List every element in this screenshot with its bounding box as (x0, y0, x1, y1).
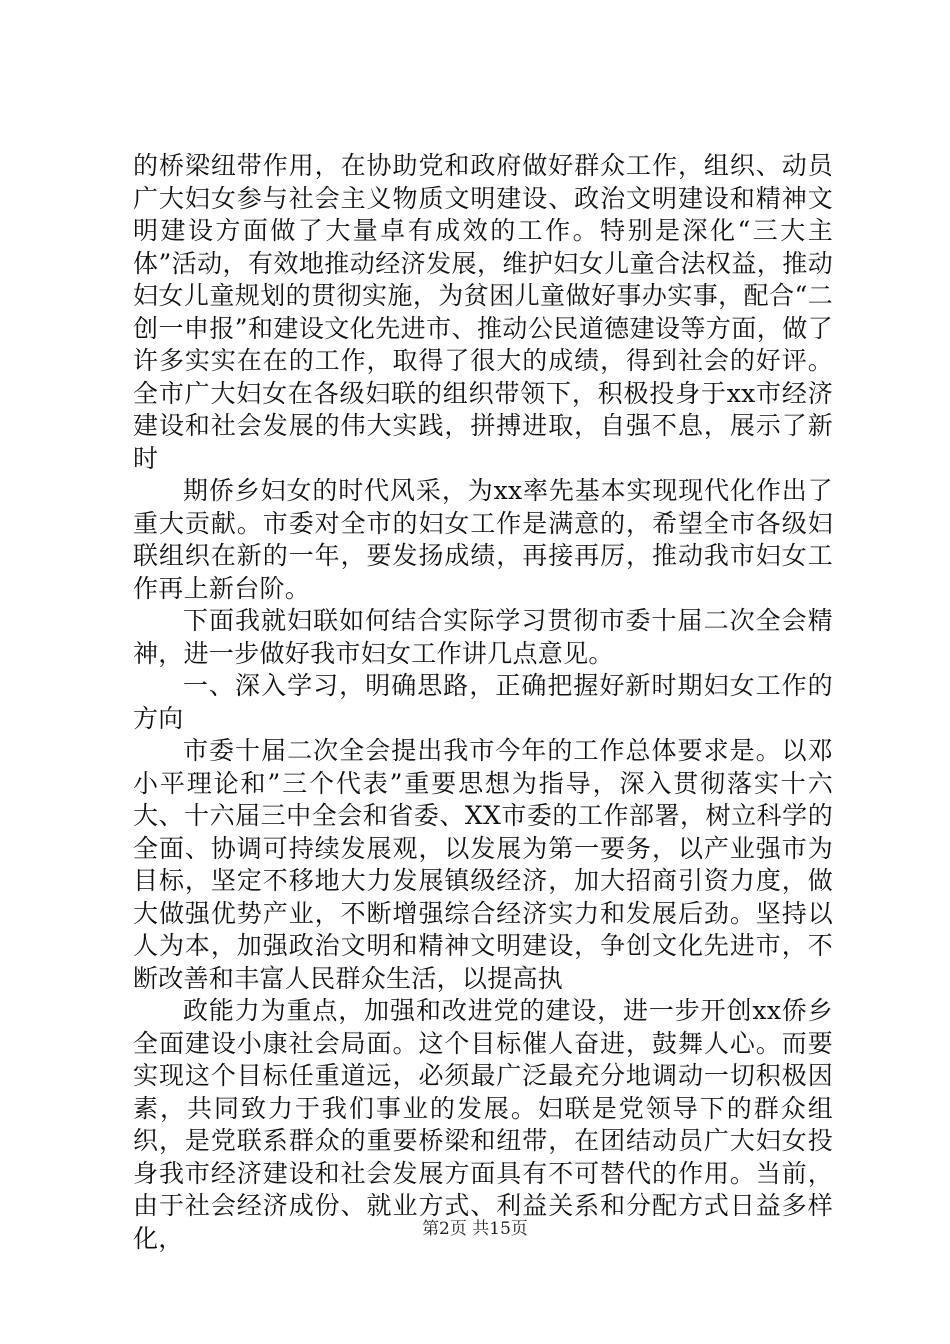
section-heading-1: 一、深入学习，明确思路，正确把握好新时期妇女工作的方向 (133, 671, 833, 733)
document-body (133, 150, 833, 1255)
paragraph-4: 市委十届二次全会提出我市今年的工作总体要求是。以邓小平理论和”三个代表”重要思想为指导，深入贯彻落实十六大、十六届三中全会和省委、XX市委的工作部署，树立科学的全面、协调可持续发展观，以发展为第一要务，以产业强市为目标，坚定不移地大力发展镇级经济，加大招商引资力度，做大做强优势产业，不断增强综合经济实力和发展后劲。坚持以人为本，加强政治文明和精神文明建设，争创文化先进市，不断改善和丰富人民群众生活，以提高执 (133, 736, 833, 993)
paragraph-1: 的桥梁纽带作用，在协助党和政府做好群众工作，组织、动员广大妇女参与社会主义物质文明建设、政治文明建设和精神文明建设方面做了大量卓有成效的工作。特别是深化“三大主体”活动，有效地推动经济发展，维护妇女儿童合法权益，推动妇女儿童规划的贯彻实施，为贫困儿童做好事办实事，配合“二创一申报”和建设文化先进市、推动公民道德建设等方面，做了许多实实在在的工作，取得了很大的成绩，得到社会的好评。全市广大妇女在各级妇联的组织带领下，积极投身于xx市经济建设和社会发展的伟大实践，拼搏进取，自强不息，展示了新时 (133, 151, 833, 473)
page-number-footer: 第2页 共15页 (422, 1219, 528, 1239)
paragraph-2: 期侨乡妇女的时代风采，为xx率先基本实现现代化作出了重大贡献。市委对全市的妇女工作是满意的，希望全市各级妇联组织在新的一年，要发扬成绩，再接再厉，推动我市妇女工作再上新台阶。 (133, 476, 833, 603)
paragraph-3: 下面我就妇联如何结合实际学习贯彻市委十届二次全会精神，进一步做好我市妇女工作讲几点意见。 (133, 606, 833, 668)
paragraph-5: 政能力为重点，加强和改进党的建设，进一步开创xx侨乡全面建设小康社会局面。这个目标催人奋进，鼓舞人心。而要实现这个目标任重道远，必须最广泛最充分地调动一切积极因素，共同致力于我们事业的发展。妇联是党领导下的群众组织，是党联系群众的重要桥梁和纽带，在团结动员广大妇女投身我市经济建设和社会发展方面具有不可替代的作用。当前，由于社会经济成份、就业方式、利益关系和分配方式日益多样化， (133, 996, 833, 1253)
